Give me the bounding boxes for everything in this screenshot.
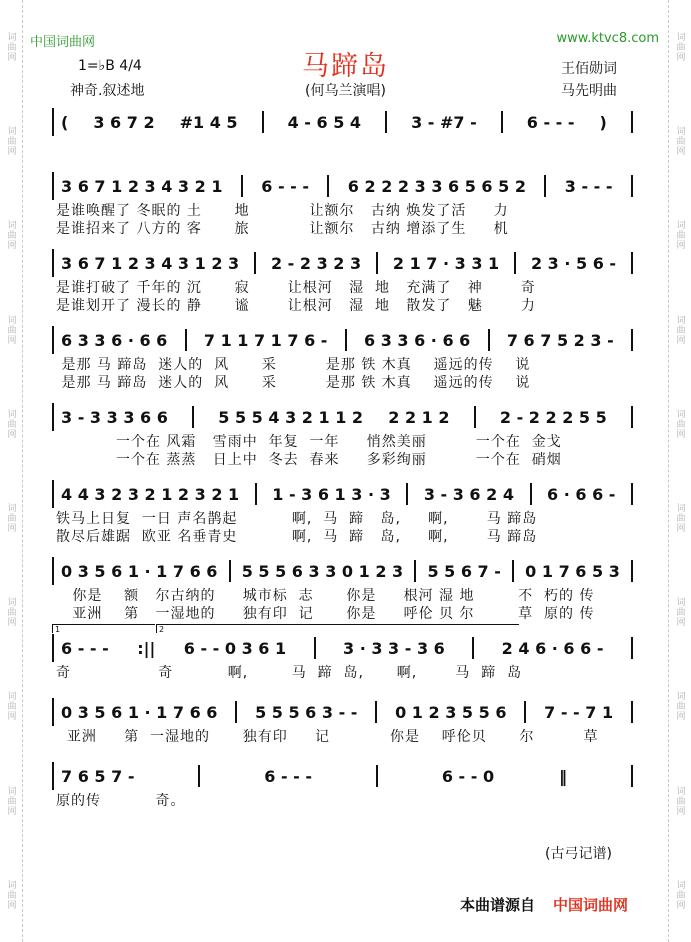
note-group: 3 - 3 6 2 4 bbox=[423, 484, 514, 504]
notation-line bbox=[52, 557, 639, 585]
barline bbox=[327, 175, 329, 197]
lyric-line: 你是 额 尔古纳的 城市标 志 你是 根河 湿 地 不 朽的 传 bbox=[56, 588, 595, 604]
notation-line bbox=[52, 249, 639, 277]
score-system bbox=[52, 480, 639, 557]
note-group: 3 6 7 2 bbox=[93, 112, 155, 132]
barline bbox=[198, 765, 200, 787]
note-group: 3 6 7 1 2 3 4 3 1 2 3 bbox=[61, 253, 240, 273]
watermark-text: 词曲网 bbox=[674, 32, 685, 63]
score bbox=[52, 108, 639, 826]
score-system bbox=[52, 762, 639, 826]
note-group: 6 - - - bbox=[526, 112, 575, 132]
source-brand: 中国词曲网 bbox=[553, 896, 629, 914]
note-group: 6 - - - bbox=[261, 176, 310, 196]
lyric-line: 原的传 奇。 bbox=[56, 793, 186, 809]
note-group: 2 1 7 · 3 3 1 bbox=[392, 253, 500, 273]
barline bbox=[512, 560, 514, 582]
barline bbox=[472, 637, 474, 659]
note-group: 6 - - - bbox=[264, 766, 313, 786]
volta-bracket: 1 bbox=[52, 624, 155, 633]
note-group: 3 · 3 3 - 3 6 bbox=[342, 638, 445, 658]
lyric-line: 是那 马 蹄岛 迷人的 风 采 是那 铁 木真 遥远的传 说 bbox=[56, 375, 531, 391]
notation-line bbox=[52, 634, 639, 662]
note-group: 5 5 5 6 3 - - bbox=[255, 702, 358, 722]
barline bbox=[235, 701, 237, 723]
watermark-text: 词曲网 bbox=[674, 314, 685, 345]
barline bbox=[631, 406, 633, 428]
left-watermark-strip bbox=[0, 0, 23, 942]
note-group: 2 3 · 5 6 - bbox=[530, 253, 617, 273]
note-group: ) bbox=[599, 112, 607, 132]
lyric-line: 是谁划开了 漫长的 静 谧 让根河 湿 地 散发了 魅 力 bbox=[56, 298, 536, 314]
note-group: 3 6 7 1 2 3 4 3 2 1 bbox=[61, 176, 223, 196]
barline bbox=[474, 406, 476, 428]
note-group: 0 3 5 6 1 · 1 7 6 6 bbox=[61, 702, 218, 722]
watermark-text: 词曲网 bbox=[5, 126, 16, 157]
score-system bbox=[52, 249, 639, 326]
note-group: 0 1 2 3 5 5 6 bbox=[395, 702, 507, 722]
barline bbox=[192, 406, 194, 428]
lyricist-credit: 王佰勋词 bbox=[561, 61, 617, 77]
barline bbox=[501, 111, 503, 133]
note-group: 5 5 6 7 - bbox=[427, 561, 501, 581]
lyric-line: 散尽后雄踞 欧亚 名垂青史 啊, 马 蹄 岛, 啊, 马 蹄岛 bbox=[56, 529, 538, 545]
barline bbox=[631, 765, 633, 787]
watermark-text: 词曲网 bbox=[674, 126, 685, 157]
barline bbox=[262, 111, 264, 133]
score-system bbox=[52, 625, 639, 698]
watermark-text: 词曲网 bbox=[5, 503, 16, 534]
note-group: 6 · 6 6 - bbox=[547, 484, 616, 504]
barline bbox=[345, 329, 347, 351]
lyric-line: 亚洲 第 一湿地的 独有印 记 你是 呼伦贝 尔 草 bbox=[56, 729, 599, 745]
note-group: 7 - - 7 1 bbox=[544, 702, 614, 722]
note-group: 3 - - - bbox=[564, 176, 613, 196]
watermark-text: 词曲网 bbox=[674, 503, 685, 534]
song-title: 马蹄岛 bbox=[302, 51, 389, 82]
watermark-text: 词曲网 bbox=[5, 32, 16, 63]
barline bbox=[229, 560, 231, 582]
lyric-line: 是谁打破了 千年的 沉 寂 让根河 湿 地 充满了 神 奇 bbox=[56, 280, 536, 296]
lyric-line: 奇 奇 啊, 马 蹄 岛, 啊, 马 蹄 岛 bbox=[56, 665, 523, 681]
score-system bbox=[52, 326, 639, 403]
barline bbox=[375, 701, 377, 723]
lyric-line: 亚洲 第 一湿地的 独有印 记 你是 呼伦 贝 尔 草 原的 传 bbox=[56, 606, 595, 622]
watermark-text: 词曲网 bbox=[674, 691, 685, 722]
note-group: ( bbox=[61, 112, 69, 132]
source-note bbox=[460, 894, 628, 915]
note-group: 6 2 2 2 3 3 6 5 6 5 2 bbox=[347, 176, 526, 196]
watermark-text: 词曲网 bbox=[674, 597, 685, 628]
note-group: 6 - - 0 bbox=[441, 766, 495, 786]
site-url-link[interactable]: www.ktvc8.com bbox=[556, 31, 659, 46]
transcriber-credit: (古弓记谱) bbox=[545, 846, 612, 862]
barline bbox=[514, 252, 516, 274]
note-group: 4 4 3 2 3 2 1 2 3 2 1 bbox=[61, 484, 240, 504]
note-group: 2 2 1 2 bbox=[388, 407, 450, 427]
barline bbox=[631, 701, 633, 723]
site-name-link[interactable]: 中国词曲网 bbox=[30, 35, 96, 50]
note-group: 2 4 6 · 6 6 - bbox=[501, 638, 604, 658]
barline bbox=[631, 637, 633, 659]
score-system bbox=[52, 403, 639, 480]
barline bbox=[406, 483, 408, 505]
note-group: :|| bbox=[137, 638, 156, 658]
note-group: 7 1 1 7 1 7 6 - bbox=[203, 330, 328, 350]
barline bbox=[631, 560, 633, 582]
source-label: 本曲谱源自 bbox=[460, 896, 536, 914]
lyric-line: 是谁招来了 八方的 客 旅 让额尔 古纳 增添了生 机 bbox=[56, 221, 509, 237]
note-group: 6 - - 0 3 6 1 bbox=[183, 638, 287, 658]
lyric-line: 是谁唤醒了 冬眠的 土 地 让额尔 古纳 焕发了活 力 bbox=[56, 203, 509, 219]
tempo-marking: 神奇.叙述地 bbox=[70, 83, 145, 99]
score-system bbox=[52, 698, 639, 762]
barline bbox=[631, 175, 633, 197]
barline bbox=[631, 252, 633, 274]
key-signature: 1=♭B 4/4 bbox=[78, 58, 142, 74]
score-system bbox=[52, 108, 639, 172]
barline bbox=[241, 175, 243, 197]
watermark-text: 词曲网 bbox=[674, 408, 685, 439]
score-system bbox=[52, 557, 639, 634]
barline bbox=[385, 111, 387, 133]
note-group: ‖ bbox=[559, 766, 568, 786]
watermark-text: 词曲网 bbox=[674, 785, 685, 816]
watermark-text: 词曲网 bbox=[674, 879, 685, 910]
barline bbox=[414, 560, 416, 582]
notation-line bbox=[52, 326, 639, 354]
barline bbox=[631, 329, 633, 351]
composer-credit: 马先明曲 bbox=[561, 83, 617, 99]
note-group: 3 - 3 3 3 6 6 bbox=[61, 407, 168, 427]
lyric-line: 一个在 风霜 雪雨中 年复 一年 悄然美丽 一个在 金戈 bbox=[56, 434, 562, 450]
watermark-text: 词曲网 bbox=[5, 314, 16, 345]
volta-bracket: 2 bbox=[156, 624, 519, 633]
watermark-text: 词曲网 bbox=[674, 220, 685, 251]
right-watermark-strip bbox=[668, 0, 691, 942]
note-group: 0 3 5 6 1 · 1 7 6 6 bbox=[61, 561, 218, 581]
note-group: 5 5 5 6 3 3 0 1 2 3 bbox=[241, 561, 404, 581]
note-group: 5 5 5 4 3 2 1 1 2 bbox=[218, 407, 364, 427]
lyric-line: 是那 马 蹄岛 迷人的 风 采 是那 铁 木真 遥远的传 说 bbox=[56, 357, 531, 373]
barline bbox=[524, 701, 526, 723]
watermark-text: 词曲网 bbox=[5, 408, 16, 439]
note-group: 2 - 2 3 2 3 bbox=[270, 253, 362, 273]
barline bbox=[254, 252, 256, 274]
barline bbox=[314, 637, 316, 659]
note-group: 2 - 2 2 2 5 5 bbox=[499, 407, 607, 427]
score-system bbox=[52, 172, 639, 249]
barline bbox=[255, 483, 257, 505]
barline bbox=[544, 175, 546, 197]
note-group: 6 - - - bbox=[61, 638, 109, 658]
notation-line bbox=[52, 480, 639, 508]
barline bbox=[185, 329, 187, 351]
note-group: 1 - 3 6 1 3 · 3 bbox=[272, 484, 391, 504]
watermark-text: 词曲网 bbox=[5, 879, 16, 910]
notation-line bbox=[52, 172, 639, 200]
note-group: 0 1 7 6 5 3 bbox=[525, 561, 620, 581]
note-group: 3 - #7 - bbox=[411, 112, 477, 132]
performer-credit: (何乌兰演唱) bbox=[305, 83, 386, 99]
barline bbox=[376, 765, 378, 787]
watermark-text: 词曲网 bbox=[5, 597, 16, 628]
note-group: 6 3 3 6 · 6 6 bbox=[363, 330, 471, 350]
lyric-line: 铁马上日复 一日 声名鹊起 啊, 马 蹄 岛, 啊, 马 蹄岛 bbox=[56, 511, 538, 527]
notation-line bbox=[52, 762, 639, 790]
note-group: 6 3 3 6 · 6 6 bbox=[61, 330, 168, 350]
barline bbox=[631, 111, 633, 133]
note-group: 4 - 6 5 4 bbox=[287, 112, 362, 132]
notation-line bbox=[52, 108, 639, 136]
barline bbox=[530, 483, 532, 505]
barline bbox=[376, 252, 378, 274]
watermark-text: 词曲网 bbox=[5, 691, 16, 722]
watermark-text: 词曲网 bbox=[5, 220, 16, 251]
lyric-line: 一个在 蒸蒸 日上中 冬去 春来 多彩绚丽 一个在 硝烟 bbox=[56, 452, 562, 468]
note-group: #1 4 5 bbox=[179, 112, 238, 132]
notation-line bbox=[52, 698, 639, 726]
watermark-text: 词曲网 bbox=[5, 785, 16, 816]
note-group: 7 6 5 7 - bbox=[61, 766, 135, 786]
note-group: 7 6 7 5 2 3 - bbox=[506, 330, 614, 350]
notation-line bbox=[52, 403, 639, 431]
barline bbox=[488, 329, 490, 351]
barline bbox=[631, 483, 633, 505]
